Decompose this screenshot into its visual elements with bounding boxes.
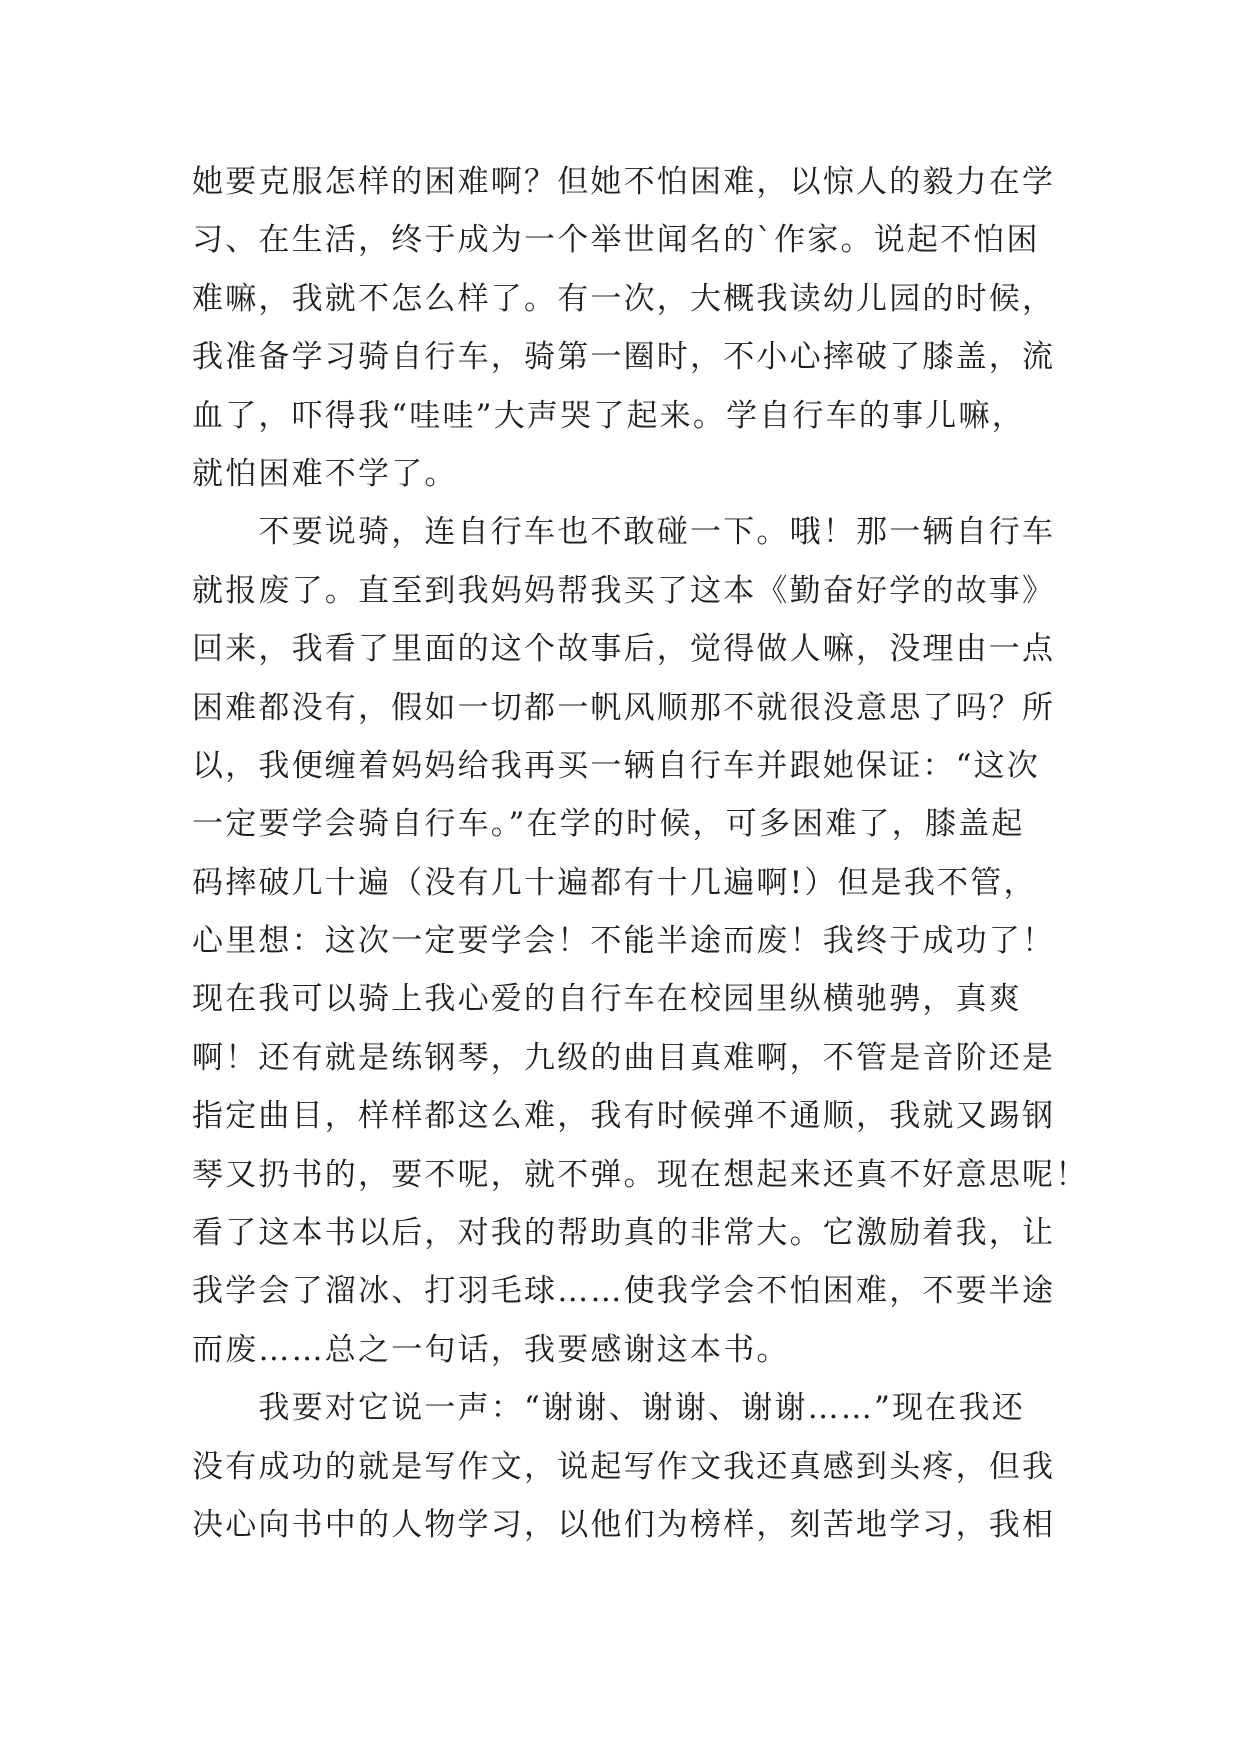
text-line: 难嘛，我就不怎么样了。有一次，大概我读幼儿园的时候， — [192, 280, 1056, 317]
text-line: 心里想：这次一定要学会！不能半途而废！我终于成功了！ — [192, 923, 1056, 960]
text-line: 现在我可以骑上我心爱的自行车在校园里纵横驰骋，真爽 — [192, 981, 1022, 1018]
text-line: 血了，吓得我“哇哇”大声哭了起来。学自行车的事儿嘛， — [192, 397, 1025, 434]
body-text — [192, 153, 1089, 1554]
text-line: 啊！还有就是练钢琴，九级的曲目真难啊，不管是音阶还是 — [192, 1039, 1056, 1076]
text-line: 一定要学会骑自行车。”在学的时候，可多困难了，膝盖起 — [192, 806, 1025, 843]
text-line: 就报废了。直至到我妈妈帮我买了这本《勤奋好学的故事》 — [192, 572, 1056, 609]
text-line: 不要说骑，连自行车也不敢碰一下。哦！那一辆自行车 — [192, 514, 1056, 551]
text-line: 回来，我看了里面的这个故事后，觉得做人嘛，没理由一点 — [192, 631, 1056, 668]
text-line: 琴又扔书的，要不呢，就不弹。现在想起来还真不好意思呢！ — [192, 1156, 1089, 1193]
text-line: 我要对它说一声：“谢谢、谢谢、谢谢……”现在我还 — [192, 1390, 1025, 1427]
text-line: 困难都没有，假如一切都一帆风顺那不就很没意思了吗？所 — [192, 689, 1056, 726]
text-line: 习、在生活，终于成为一个举世闻名的`作家。说起不怕困 — [192, 222, 1040, 259]
text-line: 以，我便缠着妈妈给我再买一辆自行车并跟她保证：“这次 — [192, 747, 1041, 784]
text-line: 我学会了溜冰、打羽毛球……使我学会不怕困难，不要半途 — [192, 1273, 1056, 1310]
text-line: 看了这本书以后，对我的帮助真的非常大。它激励着我，让 — [192, 1215, 1056, 1252]
text-line: 决心向书中的人物学习，以他们为榜样，刻苦地学习，我相 — [192, 1506, 1056, 1543]
text-line: 就怕困难不学了。 — [192, 455, 458, 492]
text-line: 码摔破几十遍（没有几十遍都有十几遍啊!）但是我不管， — [192, 864, 1037, 901]
text-line: 我准备学习骑自行车，骑第一圈时，不小心摔破了膝盖，流 — [192, 339, 1056, 376]
text-line: 指定曲目，样样都这么难，我有时候弹不通顺，我就又踢钢 — [192, 1098, 1056, 1135]
text-line: 而废……总之一句话，我要感谢这本书。 — [192, 1331, 790, 1368]
text-line: 她要克服怎样的困难啊？但她不怕困难，以惊人的毅力在学 — [192, 164, 1056, 200]
text-line: 没有成功的就是写作文，说起写作文我还真感到头疼，但我 — [192, 1448, 1056, 1485]
